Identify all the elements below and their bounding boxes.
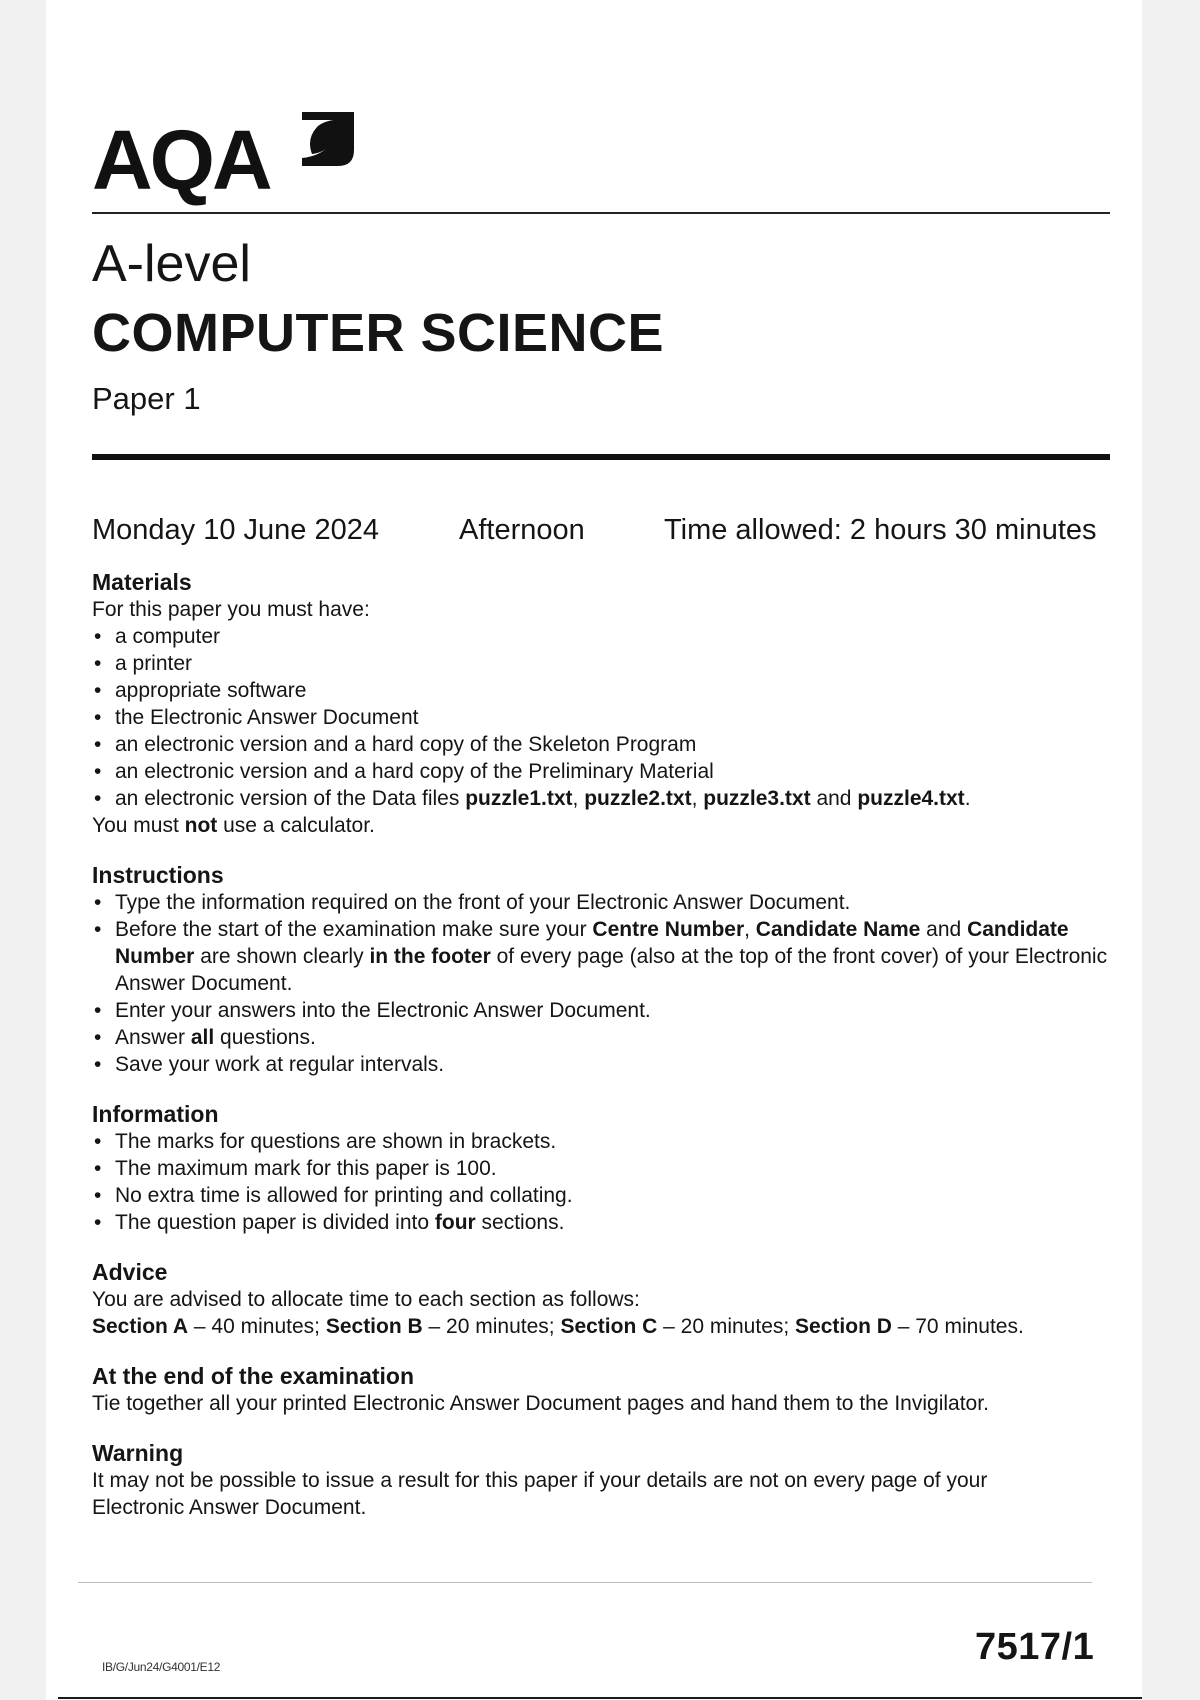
information-heading: Information (92, 1101, 219, 1127)
data-file-3: puzzle3.txt (703, 787, 811, 810)
data-file-4: puzzle4.txt (857, 787, 965, 810)
qualification-level: A-level (92, 235, 251, 293)
advice-heading: Advice (92, 1259, 168, 1285)
list-item: • a printer (92, 650, 1112, 677)
list-item: • an electronic version and a hard copy of the Skeleton Program (92, 731, 1112, 758)
instructions-list (92, 889, 1112, 1078)
aqa-leaf-icon (298, 108, 358, 170)
list-item: • the Electronic Answer Document (92, 704, 1112, 731)
document-reference: IB/G/Jun24/G4001/E12 (102, 1660, 221, 1674)
warning-section (92, 1439, 1032, 1521)
materials-list (92, 623, 1112, 812)
paper-code: 7517/1 (975, 1626, 1095, 1668)
time-allowed: Time allowed: 2 hours 30 minutes (664, 514, 1097, 546)
data-file-2: puzzle2.txt (584, 787, 692, 810)
list-item: • No extra time is allowed for printing and collating. (92, 1182, 1112, 1209)
list-item: • Answer all questions. (92, 1024, 1112, 1051)
list-item: • The question paper is divided into four sections. (92, 1209, 1112, 1236)
warning-text: It may not be possible to issue a result for this paper if your details are not on every page of your Electronic Answer Document. (92, 1469, 988, 1519)
list-item: • Enter your answers into the Electronic Answer Document. (92, 997, 1112, 1024)
list-item: • Save your work at regular intervals. (92, 1051, 1112, 1078)
end-of-exam-section (92, 1362, 1112, 1417)
calculator-note: You must not use a calculator. (92, 814, 375, 837)
list-item: • a computer (92, 623, 1112, 650)
list-item: • Before the start of the examination make sure your Centre Number, Candidate Name and Candidate Number are shown clearly in the footer of every page (also at the top of the front cover) of your Electronic Answer Document. (92, 916, 1112, 997)
footer-divider (78, 1582, 1092, 1583)
aqa-wordmark: AQA (92, 113, 270, 207)
paper-number: Paper 1 (92, 381, 201, 416)
title-divider (92, 454, 1110, 460)
information-list (92, 1128, 1112, 1236)
list-item-data-files: • an electronic version of the Data files puzzle1.txt, puzzle2.txt, puzzle3.txt and puzzle4.txt. (92, 785, 1112, 812)
section-timings: Section A – 40 minutes; Section B – 20 minutes; Section C – 20 minutes; Section D – 70 minutes. (92, 1315, 1024, 1338)
list-item: • The marks for questions are shown in brackets. (92, 1128, 1112, 1155)
materials-section (92, 568, 1112, 839)
advice-section (92, 1258, 1112, 1340)
rubric (92, 568, 1112, 1543)
instructions-section (92, 861, 1112, 1078)
end-of-exam-text: Tie together all your printed Electronic Answer Document pages and hand them to the Invigilator. (92, 1392, 989, 1415)
list-item: • Type the information required on the front of your Electronic Answer Document. (92, 889, 1112, 916)
exam-details-row (92, 512, 1110, 552)
list-item: • appropriate software (92, 677, 1112, 704)
list-item: • an electronic version and a hard copy of the Preliminary Material (92, 758, 1112, 785)
advice-intro: You are advised to allocate time to each section as follows: (92, 1288, 640, 1311)
data-file-1: puzzle1.txt (465, 787, 573, 810)
subject-title: COMPUTER SCIENCE (92, 303, 665, 363)
exam-session: Afternoon (459, 514, 585, 546)
header-divider (92, 212, 1110, 214)
list-item: • The maximum mark for this paper is 100. (92, 1155, 1112, 1182)
information-section (92, 1100, 1112, 1236)
materials-heading: Materials (92, 569, 192, 595)
materials-intro: For this paper you must have: (92, 598, 370, 621)
end-of-exam-heading: At the end of the examination (92, 1363, 415, 1389)
instructions-heading: Instructions (92, 862, 224, 888)
exam-date: Monday 10 June 2024 (92, 514, 379, 546)
page-bottom-rule (58, 1697, 1142, 1699)
warning-heading: Warning (92, 1440, 184, 1466)
aqa-logo (92, 108, 362, 212)
